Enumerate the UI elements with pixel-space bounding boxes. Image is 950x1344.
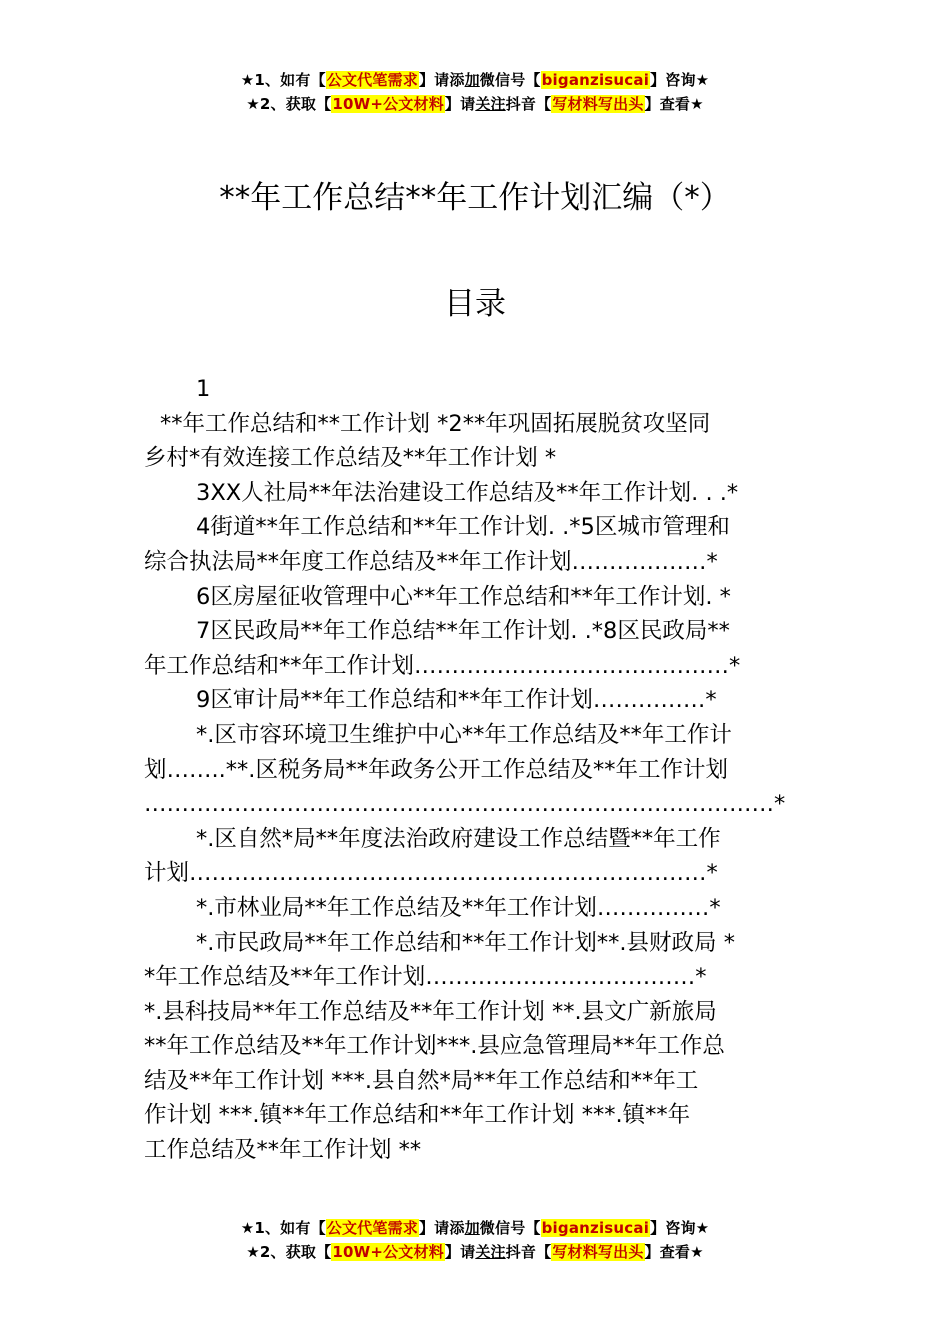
toc-line: *.县科技局**年工作总结及**年工作计划 **.县文广新旅局 bbox=[144, 998, 717, 1025]
toc-line: 作计划 ***.镇**年工作总结和**年工作计划 ***.镇**年 bbox=[144, 1102, 691, 1129]
banner-underline: 加 bbox=[464, 1219, 480, 1237]
banner-line-1 bbox=[0, 68, 950, 92]
toc-line: *.区市容环境卫生维护中心**年工作总结及**年工作计 bbox=[196, 721, 732, 748]
toc-line: 年工作总结和**年工作计划……………………………………* bbox=[144, 652, 741, 679]
document-title: **年工作总结**年工作计划汇编（*） bbox=[219, 180, 731, 216]
banner-highlight: 10W+公文材料 bbox=[332, 1243, 444, 1261]
toc-line: 工作总结及**年工作计划 ** bbox=[144, 1137, 422, 1164]
banner-text: 】咨询★ bbox=[650, 1219, 710, 1237]
banner-text: 】请添 bbox=[418, 71, 465, 89]
toc-line: **年工作总结及**年工作计划***.县应急管理局**年工作总 bbox=[144, 1033, 725, 1060]
header-banner bbox=[0, 68, 950, 116]
banner-highlight: 写材料写出头 bbox=[552, 1243, 644, 1261]
banner-text: 】请 bbox=[444, 95, 476, 113]
banner-line-2 bbox=[0, 92, 950, 116]
toc-line: 4街道**年工作总结和**年工作计划. .*5区城市管理和 bbox=[196, 514, 730, 541]
banner-text: 微信号【 bbox=[479, 71, 541, 89]
banner-text: 】查看★ bbox=[644, 1243, 704, 1261]
toc-line: 乡村*有效连接工作总结及**年工作计划 * bbox=[144, 445, 557, 472]
toc-line: 6区房屋征收管理中心**年工作总结和**年工作计划. * bbox=[196, 583, 731, 610]
banner-text: 】请 bbox=[444, 1243, 476, 1261]
toc-line: 计划……………………………………………………………* bbox=[144, 860, 718, 887]
toc-line: 1 bbox=[196, 376, 211, 402]
banner-text: ★2、获取【 bbox=[246, 1243, 332, 1261]
banner-line-2 bbox=[0, 1240, 950, 1264]
banner-text: ★2、获取【 bbox=[246, 95, 332, 113]
banner-text: 微信号【 bbox=[479, 1219, 541, 1237]
banner-underline: 加 bbox=[464, 71, 480, 89]
toc-line: *.市民政局**年工作总结和**年工作计划**.县财政局 * bbox=[196, 929, 735, 956]
toc-line: 综合执法局**年度工作总结及**年工作计划………………* bbox=[144, 548, 718, 575]
toc-line: 划……..**.区税务局**年政务公开工作总结及**年工作计划 bbox=[144, 756, 728, 783]
banner-text: ★1、如有【 bbox=[240, 71, 326, 89]
toc-line: **年工作总结和**工作计划 *2**年巩固拓展脱贫攻坚同 bbox=[160, 410, 711, 437]
toc-line: 7区民政局**年工作总结**年工作计划. .*8区民政局** bbox=[196, 618, 730, 645]
banner-highlight: 公文代笔需求 bbox=[326, 1219, 418, 1237]
banner-text: 抖音【 bbox=[505, 95, 552, 113]
banner-highlight: 公文代笔需求 bbox=[326, 71, 418, 89]
banner-text: 】请添 bbox=[418, 1219, 465, 1237]
toc-line: 结及**年工作计划 ***.县自然*局**年工作总结和**年工 bbox=[144, 1067, 699, 1094]
banner-text: 抖音【 bbox=[505, 1243, 552, 1261]
banner-line-1 bbox=[0, 1216, 950, 1240]
toc-line: 3XX人社局**年法治建设工作总结及**年工作计划. . .* bbox=[196, 479, 739, 506]
banner-text: 】咨询★ bbox=[650, 71, 710, 89]
toc-line: …………………………………………………………………………* bbox=[144, 791, 786, 818]
banner-underline: 关注 bbox=[475, 1243, 506, 1261]
toc-line: 9区审计局**年工作总结和**年工作计划……………* bbox=[196, 687, 717, 714]
toc-heading: 目录 bbox=[444, 286, 506, 322]
toc-line: *.市林业局**年工作总结及**年工作计划……………* bbox=[196, 894, 721, 921]
banner-text: ★1、如有【 bbox=[240, 1219, 326, 1237]
toc-line: *年工作总结及**年工作计划………………………………* bbox=[144, 964, 707, 991]
banner-highlight: 10W+公文材料 bbox=[332, 95, 444, 113]
banner-underline: 关注 bbox=[475, 95, 506, 113]
toc-line: *.区自然*局**年度法治政府建设工作总结暨**年工作 bbox=[196, 825, 721, 852]
banner-highlight: biganzisucai bbox=[541, 71, 650, 89]
banner-highlight: biganzisucai bbox=[541, 1219, 650, 1237]
banner-highlight: 写材料写出头 bbox=[552, 95, 644, 113]
footer-banner bbox=[0, 1216, 950, 1264]
banner-text: 】查看★ bbox=[644, 95, 704, 113]
table-of-contents bbox=[144, 372, 808, 1168]
